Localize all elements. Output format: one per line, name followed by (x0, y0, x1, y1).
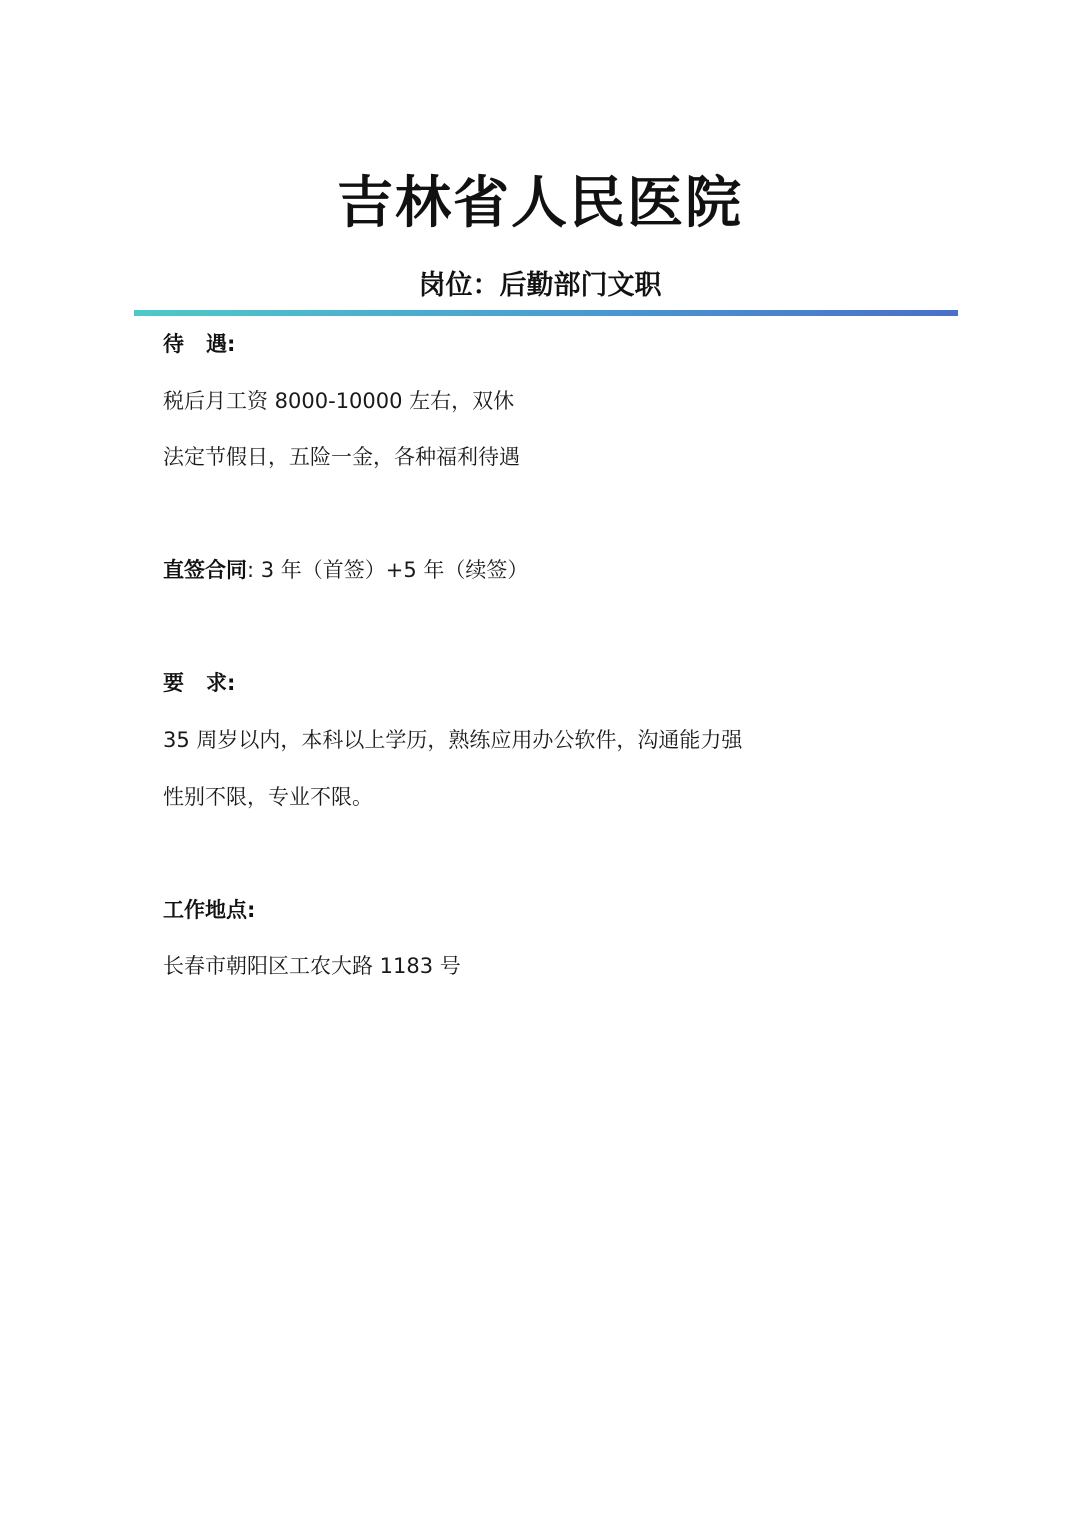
position-subtitle: 岗位：后勤部门文职 (418, 270, 662, 301)
requirements-label (163, 668, 963, 698)
gradient-divider (134, 310, 958, 316)
requirements-label-char-1: 要 (163, 671, 206, 695)
benefits-line: 法定节假日，五险一金，各种福利待遇 (163, 445, 520, 469)
benefits-label-char-2: 遇 (206, 332, 227, 356)
contract-section (163, 555, 963, 585)
requirements-line: 性别不限，专业不限。 (163, 785, 373, 809)
requirements-line: 35 周岁以内，本科以上学历，熟练应用办公软件，沟通能力强 (163, 728, 743, 752)
benefits-line: 税后月工资 8000-10000 左右，双休 (163, 389, 515, 413)
requirements-label-char-2: 求 (206, 671, 227, 695)
requirements-label-colon: : (227, 671, 236, 695)
benefits-section (163, 329, 963, 359)
benefits-label-char-1: 待 (163, 332, 206, 356)
location-label: 工作地点: (163, 898, 256, 922)
location-line: 长春市朝阳区工农大路 1183 号 (163, 954, 461, 978)
page-title: 吉林省人民医院 (337, 171, 743, 236)
contract-label: 直签合同 (163, 558, 247, 582)
benefits-label (163, 329, 963, 359)
benefits-label-colon: : (227, 332, 236, 356)
requirements-section (163, 668, 963, 698)
contract-value: : 3 年（首签）+5 年（续签） (247, 558, 529, 582)
